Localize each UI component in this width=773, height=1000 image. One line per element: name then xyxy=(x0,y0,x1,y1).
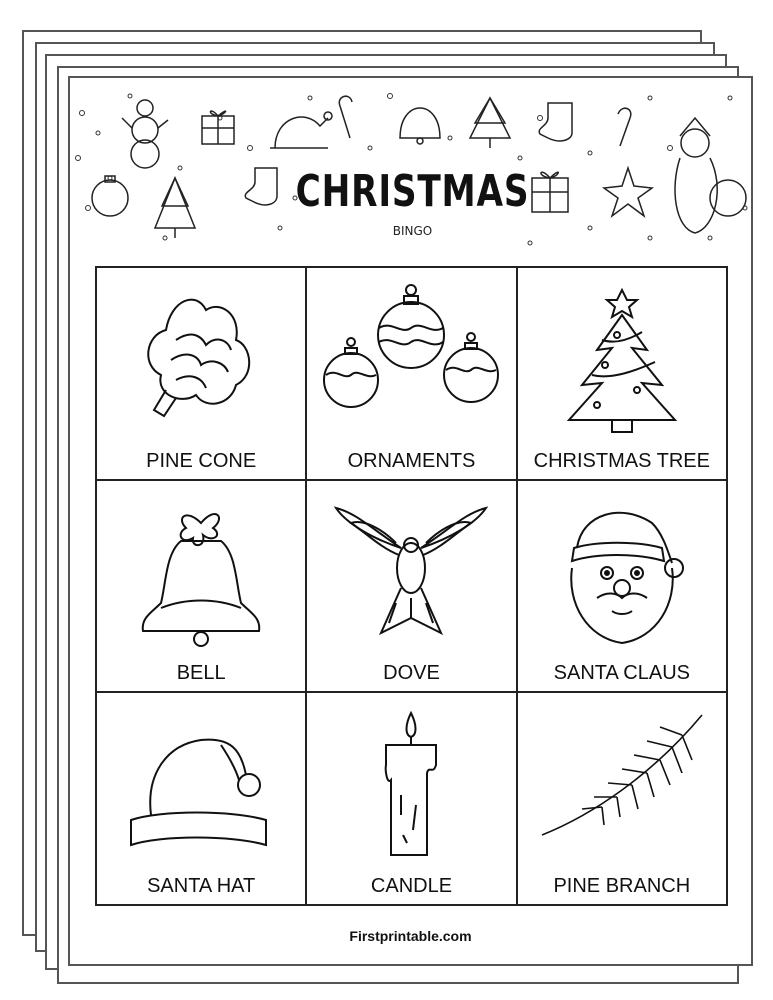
santa-claus-icon xyxy=(552,493,692,653)
bingo-cell xyxy=(96,267,306,480)
pine-branch-icon xyxy=(532,705,712,865)
cell-label: PINE CONE xyxy=(146,449,257,472)
bell-icon xyxy=(131,493,271,653)
cell-label: CHRISTMAS TREE xyxy=(533,449,710,472)
bingo-cell xyxy=(306,480,516,693)
bingo-cell xyxy=(306,267,516,480)
page-title: CHRISTMAS xyxy=(295,166,530,217)
bingo-cell xyxy=(517,480,727,693)
page-subtitle: BINGO xyxy=(392,224,433,238)
pine-cone-icon xyxy=(136,280,266,440)
cell-label: DOVE xyxy=(383,662,440,685)
dove-icon xyxy=(331,493,491,653)
ornaments-icon xyxy=(316,280,506,440)
cell-label: ORNAMENTS xyxy=(347,449,476,472)
cell-label: PINE BRANCH xyxy=(553,875,691,897)
bingo-grid xyxy=(95,266,728,906)
cell-label: CANDLE xyxy=(370,875,453,897)
bingo-cell xyxy=(306,692,516,905)
cell-label: SANTA CLAUS xyxy=(553,662,690,685)
bingo-cell xyxy=(96,692,306,905)
bingo-cell xyxy=(517,692,727,905)
santa-hat-icon xyxy=(121,705,281,865)
footer-site: Firstprintable.com xyxy=(349,928,472,944)
bingo-cell xyxy=(96,480,306,693)
cell-label: SANTA HAT xyxy=(147,875,256,897)
candle-icon xyxy=(361,705,461,865)
header-decorations xyxy=(70,78,755,258)
cell-label: BELL xyxy=(176,662,226,685)
bingo-card xyxy=(68,76,753,966)
christmas-tree-icon xyxy=(557,280,687,440)
bingo-cell xyxy=(517,267,727,480)
